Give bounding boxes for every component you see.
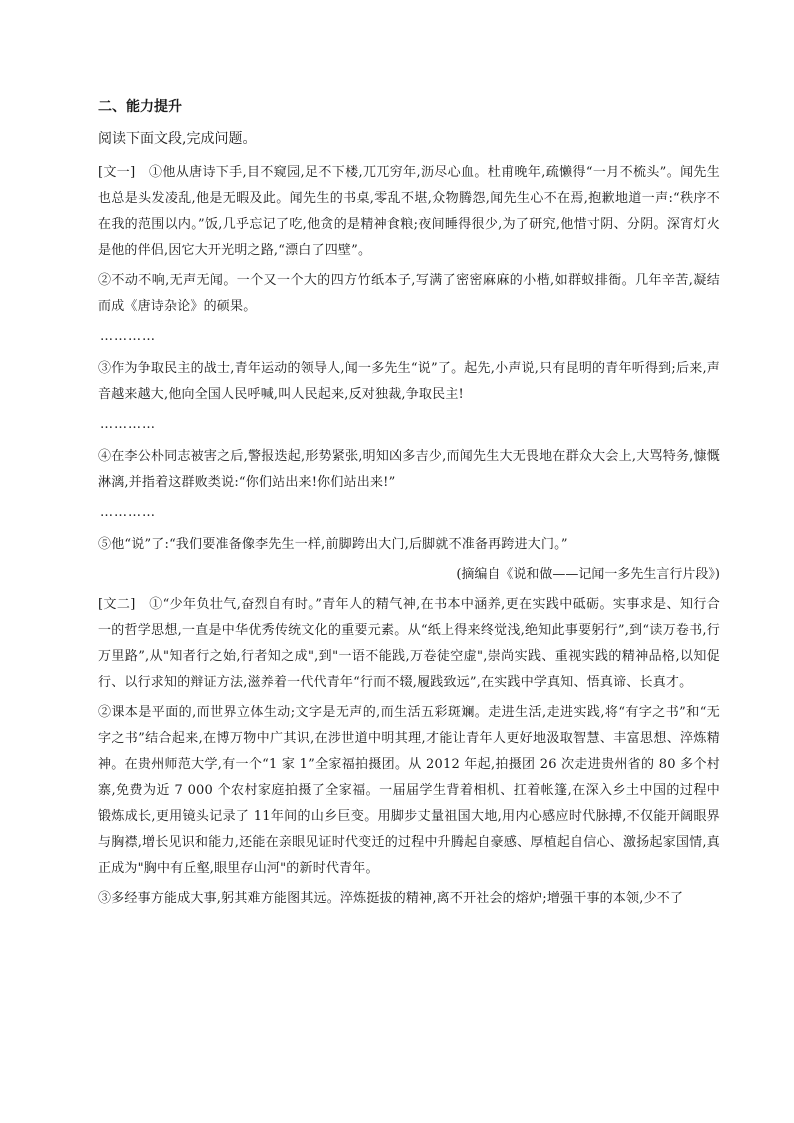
ellipsis-separator: …………: [100, 329, 156, 344]
wen1-source-citation: (摘编自《说和做——记闻一多先生言行片段》): [456, 567, 720, 582]
ellipsis-separator: …………: [100, 505, 156, 520]
wen1-paragraph-3: ③作为争取民主的战士,青年运动的领导人,闻一多先生“说”了。起先,小声说,只有昆明的青年听得到;后来,声音越来越大,他向全国人民呼喊,叫人民起来,反对独裁,争取民主!: [98, 361, 720, 402]
wen2-paragraph-1: [文二] ①“少年负壮气,奋烈自有时。”青年人的精气神,在书本中涵养,更在实践中砥砺。实事求是、知行合一的哲学思想,一直是中华优秀传统文化的重要元素。从“纸上得来终觉浅,绝知此事要躬行”,到“读万卷书,行万里路”,从"知者行之始,行者知之成",到"一语不能践,万卷徒空虚",崇尚实践、重视实践的精神品格,以知促行、以行求知的辩证方法,滋养着一代代青年“行而不辍,履践致远”,在实践中学真知、悟真谛、长真才。: [98, 597, 720, 690]
reading-instruction: 阅读下面文段,完成问题。: [98, 131, 257, 147]
wen1-paragraph-1: [文一] ①他从唐诗下手,目不窥园,足不下楼,兀兀穷年,沥尽心血。杜甫晚年,疏懒得“一月不梳头”。闻先生也总是头发凌乱,他是无暇及此。闻先生的书桌,零乱不堪,众物腾怨,闻先生心不在焉,抱歉地道一声:“秩序不在我的范围以内。”饭,几乎忘记了吃,他贪的是精神食粮;夜间睡得很少,为了研究,他惜寸阴、分阴。深宵灯火是他的伴侣,因它大开光明之路,“漂白了四壁”。: [98, 165, 720, 258]
wen1-paragraph-5: ⑤他“说”了:“我们要准备像李先生一样,前脚跨出大门,后脚就不准备再跨进大门。”: [98, 537, 568, 552]
ellipsis-separator: …………: [100, 417, 156, 432]
wen2-paragraph-3: ③多经事方能成大事,躬其难方能图其远。淬炼挺拔的精神,离不开社会的熔炉;增强干事的本领,少不了: [98, 891, 684, 906]
wen1-paragraph-2: ②不动不响,无声无闻。一个又一个大的四方竹纸本子,写满了密密麻麻的小楷,如群蚁排衙。几年辛苦,凝结而成《唐诗杂论》的硕果。: [98, 273, 720, 314]
wen1-paragraph-4: ④在李公朴同志被害之后,警报迭起,形势紧张,明知凶多吉少,而闻先生大无畏地在群众大会上,大骂特务,慷慨淋漓,并指着这群败类说:“你们站出来!你们站出来!”: [98, 449, 720, 490]
section-title: 二、能力提升: [98, 99, 182, 115]
passage-wen1: [98, 160, 720, 588]
passage-wen2: [98, 592, 720, 912]
wen2-paragraph-2: ②课本是平面的,而世界立体生动;文字是无声的,而生活五彩斑斓。走进生活,走进实践,将“有字之书”和“无字之书”结合起来,在博万物中广其识,在涉世道中明其理,才能让青年人更好地汲取智慧、丰富思想、淬炼精神。在贵州师范大学,有一个“1 家 1”全家福拍摄团。从 2012 年起,拍摄团 26 次走进贵州省的 80 多个村寨,免费为近 7 000 个农村家庭拍摄了全家福。一届届学生背着相机、扛着帐篷,在深入乡土中国的过程中锻炼成长,更用镜头记录了 11年间的山乡巨变。用脚步丈量祖国大地,用内心感应时代脉搏,不仅能开阔眼界与胸襟,增长见识和能力,还能在亲眼见证时代变迁的过程中升腾起自豪感、厚植起自信心、激扬起家国情,真正成为"胸中有丘壑,眼里存山河"的新时代青年。: [98, 705, 720, 876]
